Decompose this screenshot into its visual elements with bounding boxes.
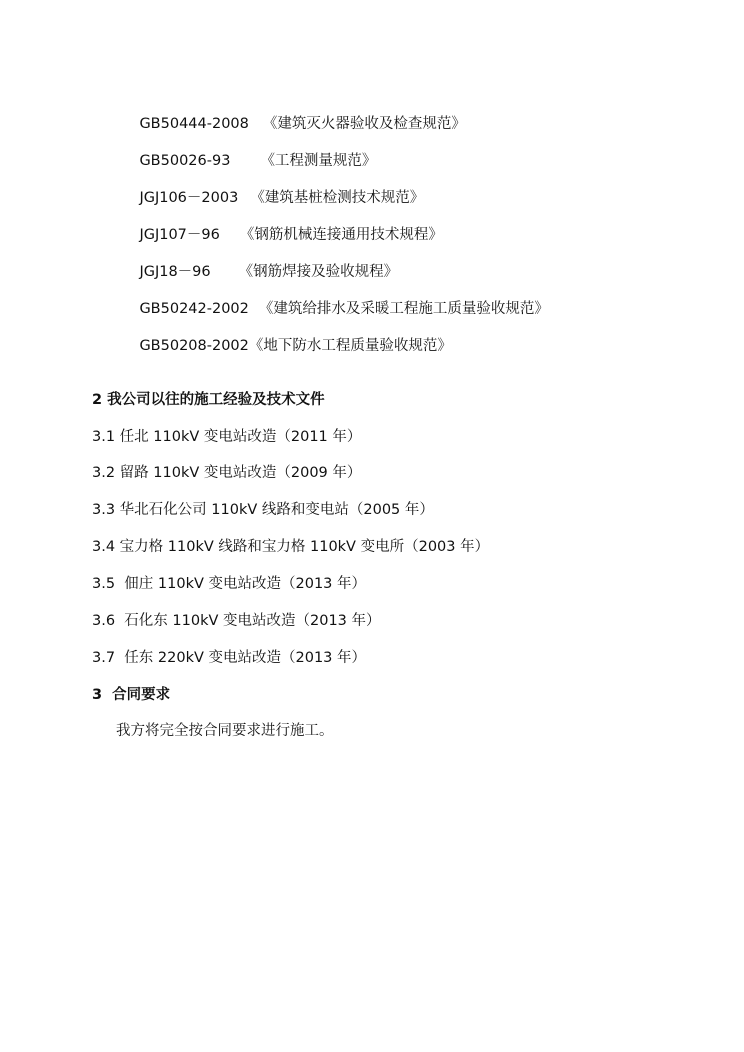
list-item: 3.7 任东 220kV 变电站改造（2013 年） — [92, 650, 366, 666]
standard-title: 《建筑基桩检测技术规范》 — [250, 190, 425, 206]
list-item: 3.5 佃庄 110kV 变电站改造（2013 年） — [92, 576, 366, 592]
standard-code: GB50208-2002 — [139, 338, 249, 354]
standard-code: GB50444-2008 — [139, 116, 249, 132]
list-item: 3.2 留路 110kV 变电站改造（2009 年） — [92, 465, 362, 481]
section-heading: 3 合同要求 — [92, 687, 171, 703]
standard-title: 《工程测量规范》 — [260, 153, 377, 169]
standard-title: 《建筑灭火器验收及检查规范》 — [262, 116, 466, 132]
standard-title: 《钢筋机械连接通用技术规程》 — [239, 227, 443, 243]
standard-code: GB50026-93 — [139, 153, 231, 169]
standard-item — [121, 316, 452, 376]
standard-code: JGJ107－96 — [139, 227, 220, 243]
standard-title: 《地下防水工程质量验收规范》 — [248, 338, 452, 354]
standard-code: GB50242-2002 — [139, 301, 249, 317]
list-item: 3.3 华北石化公司 110kV 线路和变电站（2005 年） — [92, 502, 434, 518]
list-item: 3.4 宝力格 110kV 线路和宝力格 110kV 变电所（2003 年） — [92, 539, 490, 555]
standard-title: 《建筑给排水及采暖工程施工质量验收规范》 — [258, 301, 549, 317]
section-heading: 2 我公司以往的施工经验及技术文件 — [92, 392, 325, 408]
body-paragraph: 我方将完全按合同要求进行施工。 — [116, 723, 334, 739]
standard-title: 《钢筋焊接及验收规程》 — [238, 264, 399, 280]
standard-code: JGJ106－2003 — [139, 190, 239, 206]
list-item: 3.1 任北 110kV 变电站改造（2011 年） — [92, 429, 362, 445]
list-item: 3.6 石化东 110kV 变电站改造（2013 年） — [92, 613, 381, 629]
standard-code: JGJ18－96 — [139, 264, 211, 280]
